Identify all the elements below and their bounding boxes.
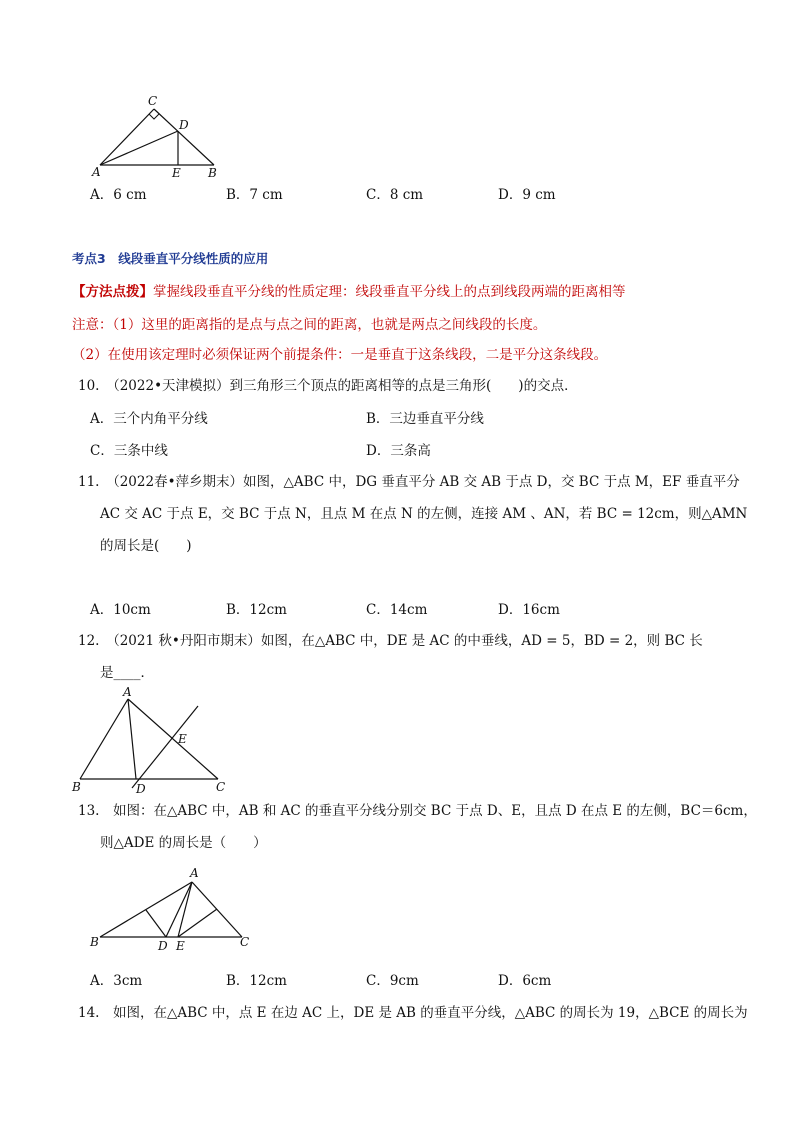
q12-line1: 12. （2021 秋•丹阳市期末）如图，在△ABC 中，DE 是 AC 的中垂线，AD = 5，BD = 2，则 BC 长	[78, 633, 703, 649]
q13-line1: 13. 如图：在△ABC 中，AB 和 AC 的垂直平分线分别交 BC 于点 D、E，且点 D 在点 E 的左侧，BC＝6cm，	[78, 803, 757, 819]
label-a: A	[92, 165, 101, 179]
q11-option-b: B．12cm	[226, 602, 287, 618]
figure-q13	[86, 862, 256, 954]
q12-label-d: D	[136, 782, 146, 796]
q13-option-a: A．3cm	[90, 973, 143, 989]
method-tip	[72, 283, 626, 301]
q11-line3: 的周长是( )	[100, 538, 192, 554]
q13-label-a: A	[190, 866, 199, 880]
q13-line2: 则△ADE 的周长是（ ）	[100, 835, 267, 851]
q11-option-d: D．16cm	[498, 602, 560, 618]
q13-option-d: D．6cm	[498, 973, 552, 989]
q9-option-b: B．7 cm	[226, 187, 283, 203]
method-tip-text: 掌握线段垂直平分线的性质定理：线段垂直平分线上的点到线段两端的距离相等	[153, 284, 626, 300]
q13-label-d: D	[158, 939, 168, 953]
label-b: B	[208, 166, 217, 180]
q10-text: 10. （2022•天津模拟）到三角形三个顶点的距离相等的点是三角形( )的交点．	[78, 378, 578, 394]
figure-q12	[70, 684, 230, 796]
q10-option-a: A．三个内角平分线	[90, 411, 208, 427]
q11-line2: AC 交 AC 于点 E，交 BC 于点 N，且点 M 在点 N 的左侧，连接 AM 、AN，若 BC = 12cm，则△AMN	[100, 506, 748, 522]
q11-option-c: C．14cm	[366, 602, 428, 618]
q10-option-b: B．三边垂直平分线	[366, 411, 484, 427]
method-tip-label: 【方法点拨】	[72, 284, 153, 300]
section-title: 考点3 线段垂直平分线性质的应用	[72, 251, 269, 266]
q11-option-a: A．10cm	[90, 602, 151, 618]
q12-label-c: C	[216, 780, 226, 794]
label-e: E	[172, 166, 181, 180]
q10-option-d: D．三条高	[366, 443, 431, 459]
q13-option-c: C．9cm	[366, 973, 419, 989]
q9-option-d: D．9 cm	[498, 187, 556, 203]
q9-option-a: A．6 cm	[90, 187, 147, 203]
q10-option-c: C．三条中线	[90, 443, 168, 459]
q9-option-c: C．8 cm	[366, 187, 424, 203]
q12-label-e: E	[178, 732, 187, 746]
note-1: 注意：（1）这里的距离指的是点与点之间的距离，也就是两点之间线段的长度。	[72, 317, 547, 333]
label-c: C	[148, 94, 158, 108]
q12-line2: 是____．	[100, 665, 154, 681]
q12-label-b: B	[72, 780, 81, 794]
figure-triangle-abc-1	[88, 92, 228, 182]
q13-label-e: E	[176, 939, 185, 953]
q14-line1: 14. 如图，在△ABC 中，点 E 在边 AC 上，DE 是 AB 的垂直平分线，△ABC 的周长为 19，△BCE 的周长为	[78, 1005, 748, 1021]
q13-label-b: B	[90, 935, 99, 949]
q13-label-c: C	[240, 935, 250, 949]
q13-option-b: B．12cm	[226, 973, 287, 989]
q11-line1: 11. （2022春•萍乡期末）如图，△ABC 中，DG 垂直平分 AB 交 AB 于点 D，交 BC 于点 M，EF 垂直平分	[78, 474, 740, 490]
q12-label-a: A	[123, 685, 132, 699]
note-2: （2）在使用该定理时必须保证两个前提条件：一是垂直于这条线段，二是平分这条线段。	[72, 347, 608, 363]
label-d: D	[179, 118, 189, 132]
